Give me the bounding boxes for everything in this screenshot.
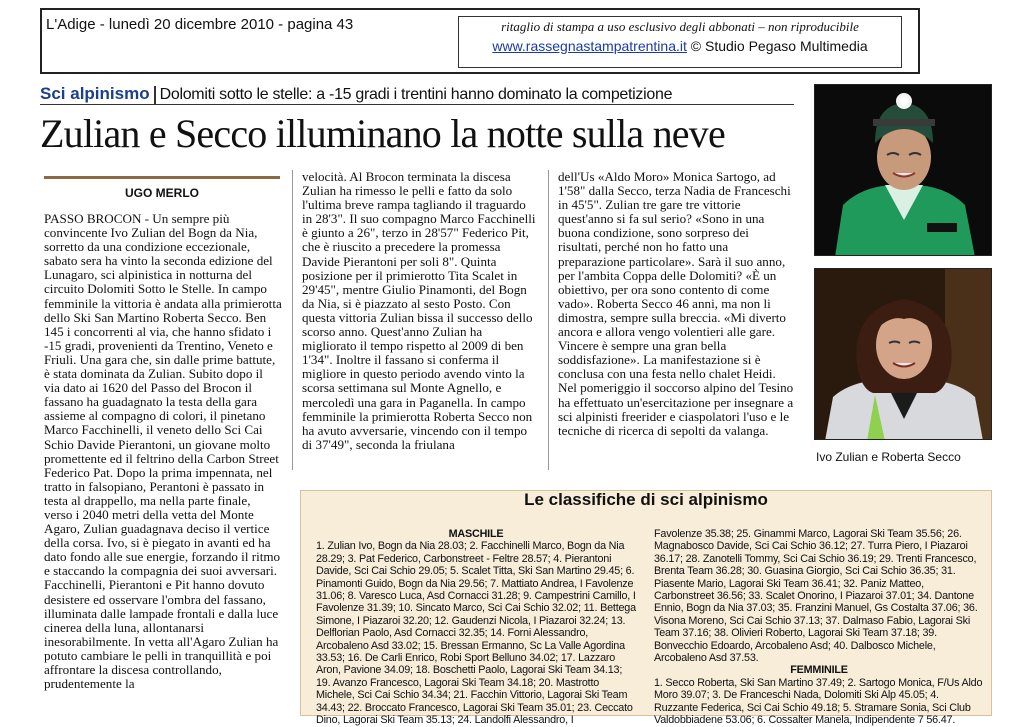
male-results: 1. Zulian Ivo, Bogn da Nia 28.03; 2. Facchinelli Marco, Bogn da Nia 28.29; 3. Pat Federico, Carbonstreet - Feltre 28.57; 4. Pierantoni Davide, Sci Cai Schio 29.05; 5. Scalet Titta, Ski San Martino 29.45; 6. Pinamonti Guido, Bogn da Nia 29.56; 7. Mattiato Andrea, I Favolenze 31.06; 8. Varesco Luca, Asd Cornacci 31.28; 9. Campestrini Camillo, I Favolenze 31.39; 10. Sincato Marco, Sci Cai Schio 32.02; 11. Bettega Simone, I Piazaroi 32.20; 12. Gaudenzi Nicola, I Piazaroi 32.24; 13. Delflorian Paolo, Asd Cornacci 32.35; 14. Forni Alessandro, Arcobaleno Asd 33.02; 15. Bressan Ermanno, Sc La Valle Agordina 33.53; 16. De Carli Enrico, Robi Sport Belluno 34.02; 17. Lazzaro Aron, Pavione 34.09; 18. Boschetti Paolo, Lagorai Ski Team 34.13; 19. Avanzo Francesco, Lagorai Ski Team 34.18; 20. Mastrotto Michele, Sci Cai Schio 34.34; 21. Facchin Vittorio, Lagorai Ski Team 34.43; 22. Broccato Francesco, Lagorai Ski Team 35.01; 23. Ceccato Dino, Lagorai Ski Team 35.13; 24. Landolfi Alessandro, I [316, 540, 636, 727]
photo-ivo-zulian [814, 84, 992, 256]
photo-roberta-secco [814, 268, 992, 440]
author-byline: UGO MERLO [125, 186, 199, 200]
male-results-continued: Favolenze 35.38; 25. Ginammi Marco, Lagorai Ski Team 35.56; 26. Magnabosco Davide, Sci Cai Schio 36.12; 27. Turra Piero, I Piazaroi 36.17; 28. Zanotelli Tommy, Sci Cai Schio 36.19; 29. Trenti Francesco, Brenta Team 36.28; 30. Guasina Giorgio, Sci Cai Schio 36.35; 31. Piasente Mario, Lagorai Ski Team 36.41; 32. Paniz Matteo, Carbonstreet 36.56; 33. Scalet Onorino, I Piazaroi 37.01; 34. Dantone Ennio, Bogn da Nia 37.03; 35. Franzini Manuel, Gs Costalta 37.06; 36. Visona Moreno, Sci Cai Schio 37.13; 37. Dalmaso Fabio, Lagorai Ski Team 37.16; 38. Olivieri Roberto, Lagorai Ski Team 37.18; 39. Bonvecchio Edoardo, Arcobaleno Asd; 40. Dalbosco Michele, Arcobaleno Asd 37.53. [654, 528, 978, 665]
notice-text: ritaglio di stampa a uso esclusivo degli abbonati – non riproducibile [501, 19, 859, 34]
results-column-left [316, 528, 636, 727]
copyright-text: © Studio Pegaso Multimedia [690, 38, 868, 54]
article-kicker [40, 84, 794, 105]
website-link[interactable]: www.rassegnastampatrentina.it [492, 38, 687, 54]
article-column-1: PASSO BROCON - Un sempre più convincente Ivo Zulian del Bogn da Nia, sorretto da una condizione eccezionale, sabato sera ha vinto la seconda edizione del Lunagaro, sci alpinistica in notturna del circuito Dolomiti Sotto le Stelle. In campo femminile la vittoria è andata alla primierotta dello Ski San Martino Roberta Secco. Ben 145 i concorrenti al via, che hanno sfidato i -15 gradi, provenienti da Trentino, Veneto e Friuli. Una gara che, sin dalle prime battute, è stata dominata da Zulian. Subito dopo il via dato ai 1620 del Passo del Brocon il fassano ha guadagnato la testa della gara assieme al compagno di colori, il pinetano Marco Facchinelli, il veneto dello Sci Cai Schio Davide Pierantoni, un giovane molto promettente ed il feltrino della Carbon Street Federico Pat. Dopo la prima impennata, nel tratto in falsopiano, Perantoni è passato in testa al drappello, ma nella parte finale, verso i 2040 metri della vetta del Monte Agaro, Zulian guadagnava deciso il vertice della corsa. Ivo, si è piegato in avanti ed ha dato fondo alle sue energie, forzando il ritmo e staccando la compagnia dei suoi avversari. Facchinelli, Pierantoni e Pit hanno dovuto desistere ed osservare l'ombra del fassano, illuminata dalle lampade frontali e dalla luce cinerea della luna, allontanarsi inesorabilmente. In vetta all'Agaro Zulian ha potuto cambiare le pelli in tranquillità e poi affrontare la discesa controllando, prudentemente la [44, 211, 282, 692]
clipping-notice-box [458, 16, 902, 68]
section-label: Sci alpinismo [40, 84, 150, 103]
results-title: Le classifiche di sci alpinismo [524, 490, 768, 509]
website-line [459, 38, 901, 54]
kicker-text: Dolomiti sotto le stelle: a -15 gradi i trentini hanno dominato la competizione [159, 86, 673, 103]
source-line: L'Adige - lunedì 20 dicembre 2010 - pagina 43 [46, 16, 354, 33]
photo-caption: Ivo Zulian e Roberta Secco [816, 450, 961, 464]
results-column-right [654, 528, 984, 727]
article-column-3: dell'Us «Aldo Moro» Monica Sartogo, ad 1'58" dalla Secco, terza Nadia de Franceschi in 45'5". Zulian tre gare tre vittorie quest'anno si fa sul serio? «Sono in una buona condizione, sono sorpreso dei risultati, perché non ho fatto una preparazione particolare». Sarà il suo anno, per l'ambita Coppa delle Dolomiti? «È un obiettivo, per ora sono contento di come vado». Roberta Secco 46 anni, ma non li dimostra, sempre sulla breccia. «Mi diverto ancora e allora vengo volentieri alle gare. Vincere è sempre una gran bella soddisfazione». La manifestazione si è conclusa con una festa nello chalet Heidi. Nel pomeriggio il soccorso alpino del Tesino ha effettuato un'esercitazione per insegnare a sci alpinisti freerider e ciaspolatori l'uso e le tecniche di ricerca di sepolti da valanga. [558, 169, 794, 438]
column-divider [548, 170, 549, 470]
article-column-2: velocità. Al Brocon terminata la discesa Zulian ha rimesso le pelli e fatto da solo l'ultima breve rampa tagliando il traguardo in 28'3". Il suo compagno Marco Facchinelli è giunto a 26", terzo in 28'57" Federico Pit, che è riuscito a precedere la promessa Davide Pierantoni per soli 8". Quinta posizione per il primierotto Tita Scalet in 29'45", mentre Giulio Pinamonti, del Bogn da Nia, si è piazzato al sesto Posto. Con questa vittoria Zulian bissa il successo dello scorso anno. Quest'anno Zulian ha migliorato il tempo rispetto al 2009 di ben 1'34". Inoltre il fassano si conferma il migliore in questo periodo avendo vinto la scorsa settimana sul Monte Agnello, e mercoledì una gara in Paganella. In campo femminile la primierotta Roberta Secco non ha avuto avversarie, vincendo con il tempo di 37'49", seconda la friulana [302, 169, 536, 452]
article-headline: Zulian e Secco illuminano la notte sulla neve [40, 111, 725, 156]
column-divider [292, 170, 293, 470]
author-rule [44, 176, 280, 179]
kicker-separator [154, 86, 156, 104]
female-results: 1. Secco Roberta, Ski San Martino 37.49; 2. Sartogo Monica, F/Us Aldo Moro 39.07; 3. De Franceschi Nada, Dolomiti Ski Alp 45.05; 4. Ruzzante Federica, Sci Cai Schio 49.18; 5. Stramare Sonia, Sci Club Valdobbiadene 53.06; 6. Cossalter Manela, Indipendente 7 56.47. [654, 676, 983, 727]
male-heading: MASCHILE [448, 528, 504, 540]
female-heading: FEMMINILE [790, 664, 848, 677]
